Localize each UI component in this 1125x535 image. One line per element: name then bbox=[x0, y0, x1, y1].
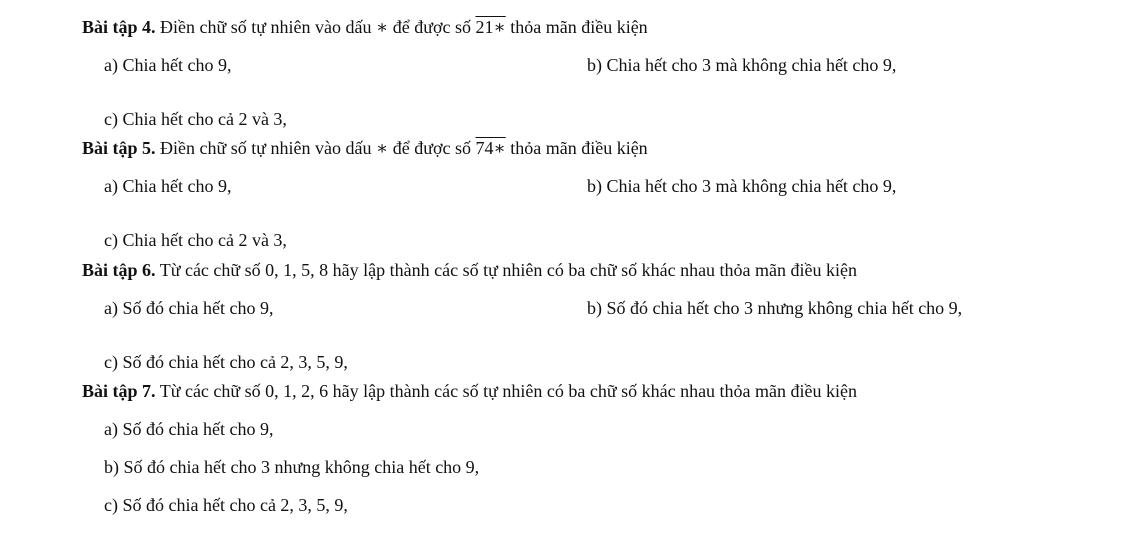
exercise-6-item-b: b) Số đó chia hết cho 3 nhưng không chia hết cho 9, bbox=[587, 298, 963, 318]
exercise-5-number: 74∗ bbox=[475, 138, 506, 158]
exercise-6-item-a: a) Số đó chia hết cho 9, bbox=[104, 298, 274, 318]
exercise-5-statement-before: Điền chữ số tự nhiên vào dấu ∗ để được số bbox=[160, 138, 471, 158]
exercise-4-statement-after: thỏa mãn điều kiện bbox=[510, 17, 648, 37]
exercise-6-statement: Từ các chữ số 0, 1, 5, 8 hãy lập thành các số tự nhiên có ba chữ số khác nhau thỏa mãn điều kiện bbox=[159, 260, 858, 280]
exercise-6-title bbox=[82, 259, 857, 281]
exercise-4-item-b: b) Chia hết cho 3 mà không chia hết cho 9, bbox=[587, 55, 897, 75]
exercise-5-label: Bài tập 5. bbox=[82, 138, 156, 158]
exercise-4-item-c: c) Chia hết cho cả 2 và 3, bbox=[104, 109, 287, 129]
exercise-7-title bbox=[82, 380, 857, 402]
exercise-4-title bbox=[82, 16, 648, 38]
exercise-5-title bbox=[82, 137, 648, 159]
exercise-6-item-c: c) Số đó chia hết cho cả 2, 3, 5, 9, bbox=[104, 352, 348, 372]
exercise-7-statement: Từ các chữ số 0, 1, 2, 6 hãy lập thành các số tự nhiên có ba chữ số khác nhau thỏa mãn điều kiện bbox=[159, 381, 858, 401]
exercise-4-statement-before: Điền chữ số tự nhiên vào dấu ∗ để được số bbox=[160, 17, 471, 37]
exercise-5-statement-after: thỏa mãn điều kiện bbox=[510, 138, 648, 158]
exercise-7-item-c: c) Số đó chia hết cho cả 2, 3, 5, 9, bbox=[104, 495, 348, 515]
exercise-7-item-a: a) Số đó chia hết cho 9, bbox=[104, 419, 274, 439]
exercise-7-item-b: b) Số đó chia hết cho 3 nhưng không chia hết cho 9, bbox=[104, 457, 480, 477]
exercise-5-item-c: c) Chia hết cho cả 2 và 3, bbox=[104, 230, 287, 250]
exercise-4-number: 21∗ bbox=[475, 17, 506, 37]
exercise-4-item-a: a) Chia hết cho 9, bbox=[104, 55, 232, 75]
exercise-5-item-b: b) Chia hết cho 3 mà không chia hết cho 9, bbox=[587, 176, 897, 196]
exercise-5-item-a: a) Chia hết cho 9, bbox=[104, 176, 232, 196]
exercise-7-label: Bài tập 7. bbox=[82, 381, 156, 401]
exercise-4-label: Bài tập 4. bbox=[82, 17, 156, 37]
exercise-6-label: Bài tập 6. bbox=[82, 260, 156, 280]
